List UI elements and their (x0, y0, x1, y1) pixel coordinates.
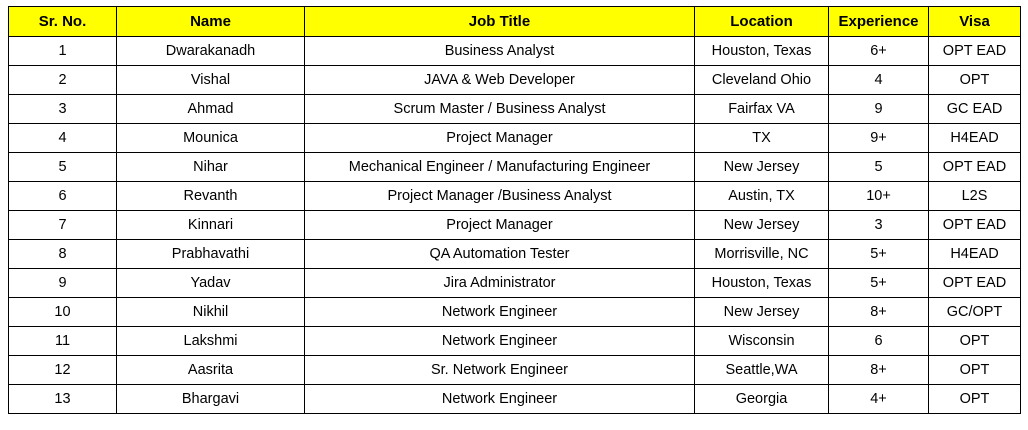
table-row (9, 182, 1021, 211)
cell-sr: 3 (9, 95, 117, 124)
column-header-sr-no: Sr. No. (9, 7, 117, 37)
cell-location: New Jersey (695, 298, 829, 327)
cell-name: Lakshmi (117, 327, 305, 356)
cell-experience: 5+ (829, 240, 929, 269)
table-row (9, 153, 1021, 182)
cell-location: Seattle,WA (695, 356, 829, 385)
cell-experience: 8+ (829, 356, 929, 385)
cell-name: Dwarakanadh (117, 37, 305, 66)
cell-name: Kinnari (117, 211, 305, 240)
table-row (9, 327, 1021, 356)
cell-location: New Jersey (695, 153, 829, 182)
cell-visa: OPT EAD (929, 37, 1021, 66)
cell-visa: GC EAD (929, 95, 1021, 124)
cell-visa: OPT (929, 356, 1021, 385)
table-row (9, 240, 1021, 269)
cell-job: Network Engineer (305, 298, 695, 327)
cell-experience: 6+ (829, 37, 929, 66)
cell-sr: 13 (9, 385, 117, 414)
table-row (9, 356, 1021, 385)
cell-sr: 8 (9, 240, 117, 269)
cell-sr: 4 (9, 124, 117, 153)
cell-sr: 11 (9, 327, 117, 356)
cell-experience: 4 (829, 66, 929, 95)
cell-visa: GC/OPT (929, 298, 1021, 327)
table-row (9, 298, 1021, 327)
cell-name: Nikhil (117, 298, 305, 327)
cell-experience: 4+ (829, 385, 929, 414)
column-header-job-title: Job Title (305, 7, 695, 37)
cell-location: TX (695, 124, 829, 153)
cell-experience: 6 (829, 327, 929, 356)
cell-location: Cleveland Ohio (695, 66, 829, 95)
cell-name: Nihar (117, 153, 305, 182)
cell-job: Network Engineer (305, 327, 695, 356)
cell-visa: OPT EAD (929, 269, 1021, 298)
cell-name: Prabhavathi (117, 240, 305, 269)
cell-location: Fairfax VA (695, 95, 829, 124)
cell-visa: OPT (929, 385, 1021, 414)
cell-job: QA Automation Tester (305, 240, 695, 269)
cell-experience: 5+ (829, 269, 929, 298)
cell-job: Scrum Master / Business Analyst (305, 95, 695, 124)
cell-visa: L2S (929, 182, 1021, 211)
table-row (9, 37, 1021, 66)
table-row (9, 95, 1021, 124)
cell-experience: 5 (829, 153, 929, 182)
cell-sr: 10 (9, 298, 117, 327)
cell-experience: 9+ (829, 124, 929, 153)
cell-sr: 1 (9, 37, 117, 66)
cell-visa: OPT EAD (929, 153, 1021, 182)
candidates-table (8, 6, 1021, 414)
cell-location: Georgia (695, 385, 829, 414)
cell-sr: 5 (9, 153, 117, 182)
cell-job: Project Manager (305, 124, 695, 153)
table-body (9, 37, 1021, 414)
cell-location: New Jersey (695, 211, 829, 240)
table-row (9, 385, 1021, 414)
column-header-location: Location (695, 7, 829, 37)
cell-name: Vishal (117, 66, 305, 95)
cell-job: Network Engineer (305, 385, 695, 414)
table-header (9, 7, 1021, 37)
cell-experience: 3 (829, 211, 929, 240)
cell-sr: 7 (9, 211, 117, 240)
cell-sr: 9 (9, 269, 117, 298)
cell-location: Morrisville, NC (695, 240, 829, 269)
cell-job: Project Manager /Business Analyst (305, 182, 695, 211)
cell-experience: 10+ (829, 182, 929, 211)
column-header-experience: Experience (829, 7, 929, 37)
table-header-row (9, 7, 1021, 37)
cell-job: JAVA & Web Developer (305, 66, 695, 95)
cell-job: Jira Administrator (305, 269, 695, 298)
cell-name: Yadav (117, 269, 305, 298)
cell-job: Sr. Network Engineer (305, 356, 695, 385)
cell-location: Houston, Texas (695, 269, 829, 298)
cell-sr: 2 (9, 66, 117, 95)
cell-sr: 12 (9, 356, 117, 385)
cell-name: Mounica (117, 124, 305, 153)
cell-visa: H4EAD (929, 240, 1021, 269)
table-row (9, 269, 1021, 298)
cell-name: Aasrita (117, 356, 305, 385)
cell-sr: 6 (9, 182, 117, 211)
table-row (9, 211, 1021, 240)
cell-location: Austin, TX (695, 182, 829, 211)
cell-location: Houston, Texas (695, 37, 829, 66)
cell-visa: OPT (929, 327, 1021, 356)
cell-visa: H4EAD (929, 124, 1021, 153)
cell-name: Revanth (117, 182, 305, 211)
cell-visa: OPT EAD (929, 211, 1021, 240)
cell-location: Wisconsin (695, 327, 829, 356)
cell-job: Mechanical Engineer / Manufacturing Engineer (305, 153, 695, 182)
table-row (9, 66, 1021, 95)
cell-name: Bhargavi (117, 385, 305, 414)
column-header-name: Name (117, 7, 305, 37)
column-header-visa: Visa (929, 7, 1021, 37)
cell-experience: 9 (829, 95, 929, 124)
cell-experience: 8+ (829, 298, 929, 327)
cell-name: Ahmad (117, 95, 305, 124)
cell-job: Business Analyst (305, 37, 695, 66)
table-row (9, 124, 1021, 153)
cell-visa: OPT (929, 66, 1021, 95)
cell-job: Project Manager (305, 211, 695, 240)
